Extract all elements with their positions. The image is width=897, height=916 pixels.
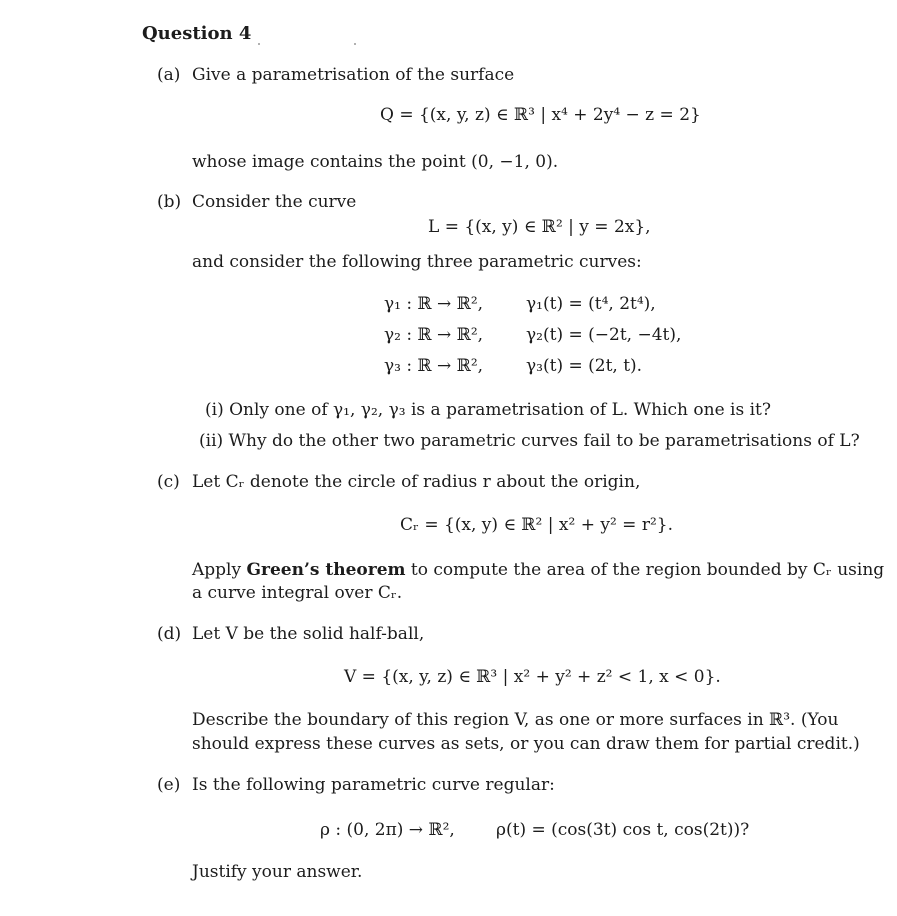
part-b-label: (b) bbox=[157, 192, 182, 212]
part-d-text: Let V be the solid half-ball, bbox=[192, 624, 425, 644]
part-b-after: and consider the following three parametric curves: bbox=[192, 252, 642, 272]
part-a-text: Give a parametrisation of the surface bbox=[192, 65, 515, 85]
part-b-equation: L = {(x, y) ∈ ℝ² | y = 2x}, bbox=[428, 217, 651, 237]
part-d-line1: Describe the boundary of this region V, as one or more surfaces in ℝ³. (You bbox=[192, 710, 839, 730]
apply-pre: Apply bbox=[192, 560, 247, 580]
part-e-def: ρ(t) = (cos(3t) cos t, cos(2t))? bbox=[496, 820, 750, 840]
part-b-text: Consider the curve bbox=[192, 192, 357, 212]
part-e-label: (e) bbox=[157, 775, 181, 795]
part-e-justify: Justify your answer. bbox=[192, 862, 363, 882]
part-d-line2: should express these curves as sets, or you can draw them for partial credit.) bbox=[192, 734, 860, 754]
part-a-label: (a) bbox=[157, 65, 181, 85]
curve-map: γ₁ : ℝ → ℝ², bbox=[384, 294, 484, 314]
question-title: Question 4 bbox=[142, 23, 252, 44]
part-e-map: ρ : (0, 2π) → ℝ², bbox=[320, 820, 455, 840]
part-b-i: (i) Only one of γ₁, γ₂, γ₃ is a parametrisation of L. Which one is it? bbox=[205, 400, 771, 420]
part-a-equation: Q = {(x, y, z) ∈ ℝ³ | x⁴ + 2y⁴ − z = 2} bbox=[380, 105, 701, 125]
greens-theorem: Green’s theorem bbox=[246, 560, 406, 580]
curve-map: γ₂ : ℝ → ℝ², bbox=[384, 325, 484, 345]
part-c-equation: Cᵣ = {(x, y) ∈ ℝ² | x² + y² = r²}. bbox=[400, 515, 673, 535]
part-d-equation: V = {(x, y, z) ∈ ℝ³ | x² + y² + z² < 1, x < 0}. bbox=[344, 667, 721, 687]
curve-def: γ₂(t) = (−2t, −4t), bbox=[526, 325, 682, 345]
apply-post: to compute the area of the region bounded by Cᵣ using bbox=[405, 560, 885, 580]
part-c-line2: a curve integral over Cᵣ. bbox=[192, 583, 403, 603]
curve-map: γ₃ : ℝ → ℝ², bbox=[384, 356, 484, 376]
part-a-after: whose image contains the point (0, −1, 0). bbox=[192, 152, 559, 172]
decorative-dot bbox=[258, 43, 260, 45]
part-c-label: (c) bbox=[157, 472, 180, 492]
part-c-text: Let Cᵣ denote the circle of radius r about the origin, bbox=[192, 472, 641, 492]
part-e-text: Is the following parametric curve regular: bbox=[192, 775, 555, 795]
curve-def: γ₃(t) = (2t, t). bbox=[526, 356, 643, 376]
part-d-label: (d) bbox=[157, 624, 182, 644]
decorative-dot bbox=[354, 43, 356, 45]
part-b-ii: (ii) Why do the other two parametric curves fail to be parametrisations of L? bbox=[199, 431, 860, 451]
part-c-apply bbox=[192, 559, 884, 581]
curve-def: γ₁(t) = (t⁴, 2t⁴), bbox=[526, 294, 656, 314]
